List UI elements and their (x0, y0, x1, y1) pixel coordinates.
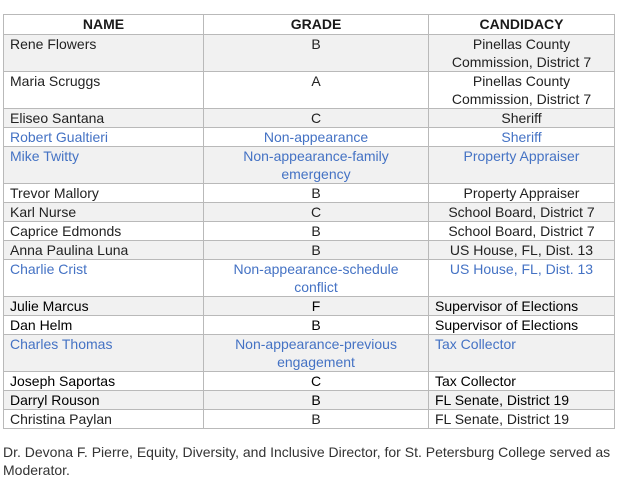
candidate-name: Dan Helm (4, 316, 204, 335)
candidate-grade: C (204, 372, 429, 391)
candidate-grade: B (204, 410, 429, 429)
table-row (4, 184, 615, 203)
candidate-office: Property Appraiser (429, 184, 615, 203)
candidate-grade: F (204, 297, 429, 316)
candidate-grade: B (204, 316, 429, 335)
candidate-office: Supervisor of Elections (429, 316, 615, 335)
table-row (4, 109, 615, 128)
candidate-name: Eliseo Santana (4, 109, 204, 128)
candidate-office: Property Appraiser (429, 147, 615, 184)
candidate-office: US House, FL, Dist. 13 (429, 260, 615, 297)
candidate-office: FL Senate, District 19 (429, 391, 615, 410)
table-row (4, 297, 615, 316)
candidate-office: FL Senate, District 19 (429, 410, 615, 429)
candidate-name: Rene Flowers (4, 35, 204, 72)
table-row (4, 335, 615, 372)
candidate-name: Trevor Mallory (4, 184, 204, 203)
table-row (4, 260, 615, 297)
candidate-name: Karl Nurse (4, 203, 204, 222)
candidate-grade: C (204, 203, 429, 222)
candidate-office: Sheriff (429, 128, 615, 147)
table-row (4, 222, 615, 241)
table-row (4, 372, 615, 391)
table-row (4, 35, 615, 72)
table-row (4, 391, 615, 410)
candidate-name: Maria Scruggs (4, 72, 204, 109)
candidate-office: Pinellas County Commission, District 7 (429, 72, 615, 109)
candidate-name: Joseph Saportas (4, 372, 204, 391)
candidate-name: Darryl Rouson (4, 391, 204, 410)
candidate-grade: Non-appearance (204, 128, 429, 147)
candidate-grade: C (204, 109, 429, 128)
table-row (4, 147, 615, 184)
candidate-grade: B (204, 241, 429, 260)
candidate-name: Caprice Edmonds (4, 222, 204, 241)
header-name: NAME (4, 15, 204, 35)
candidate-name: Christina Paylan (4, 410, 204, 429)
candidate-grade: A (204, 72, 429, 109)
table-row (4, 316, 615, 335)
candidate-office: School Board, District 7 (429, 222, 615, 241)
moderator-note: Dr. Devona F. Pierre, Equity, Diversity, and Inclusive Director, for St. Petersburg College served as Moderator. (3, 444, 611, 478)
table-row (4, 410, 615, 429)
table-header-row (4, 15, 615, 35)
candidate-name: Charles Thomas (4, 335, 204, 372)
candidate-name: Robert Gualtieri (4, 128, 204, 147)
table-row (4, 72, 615, 109)
candidate-grade: B (204, 184, 429, 203)
candidate-office: US House, FL, Dist. 13 (429, 241, 615, 260)
candidate-office: Supervisor of Elections (429, 297, 615, 316)
candidate-office: Tax Collector (429, 335, 615, 372)
table-row (4, 241, 615, 260)
candidate-name: Julie Marcus (4, 297, 204, 316)
candidate-grade: B (204, 35, 429, 72)
candidate-office: Sheriff (429, 109, 615, 128)
candidate-grade: B (204, 222, 429, 241)
candidate-grade: B (204, 391, 429, 410)
candidate-name: Anna Paulina Luna (4, 241, 204, 260)
header-candidacy: CANDIDACY (429, 15, 615, 35)
table-row (4, 128, 615, 147)
candidate-name: Mike Twitty (4, 147, 204, 184)
candidate-office: School Board, District 7 (429, 203, 615, 222)
candidate-name: Charlie Crist (4, 260, 204, 297)
candidate-grade: Non-appearance-previous engagement (204, 335, 429, 372)
header-grade: GRADE (204, 15, 429, 35)
candidate-office: Tax Collector (429, 372, 615, 391)
table-row (4, 203, 615, 222)
candidate-office: Pinellas County Commission, District 7 (429, 35, 615, 72)
candidate-grade: Non-appearance-family emergency (204, 147, 429, 184)
candidate-grade: Non-appearance-schedule conflict (204, 260, 429, 297)
candidate-grades-table (3, 14, 615, 429)
